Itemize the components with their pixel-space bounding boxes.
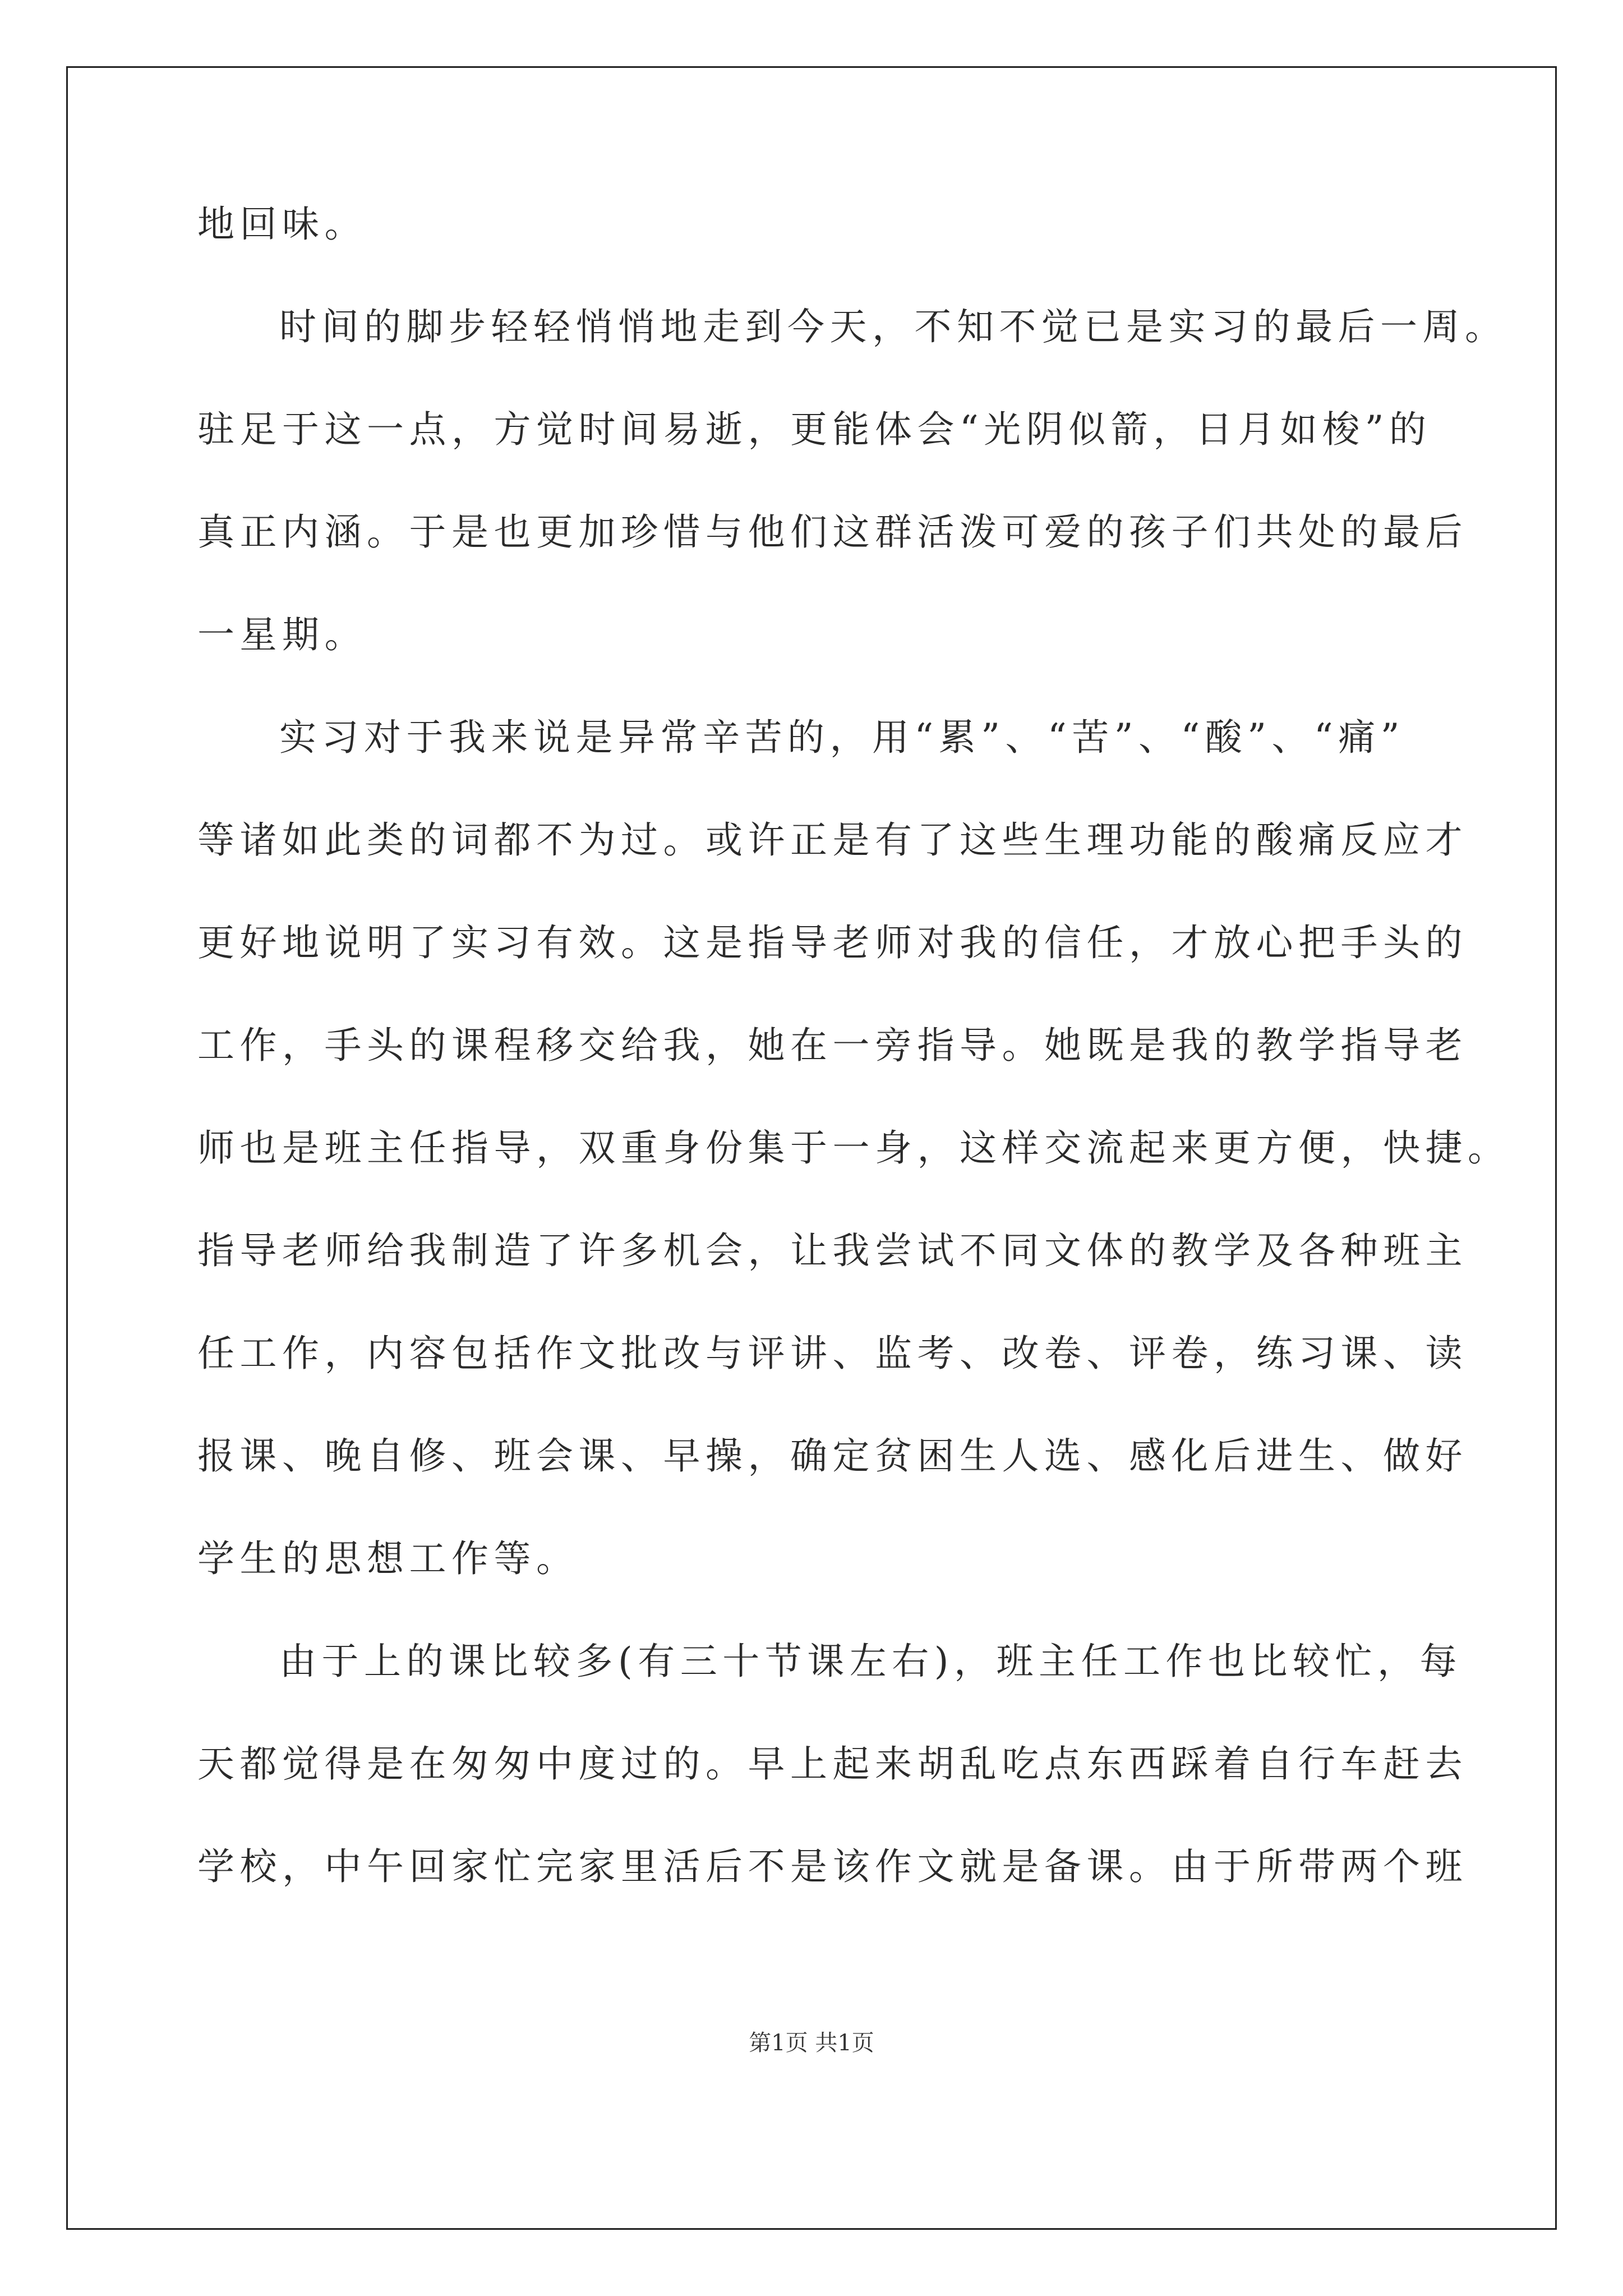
text-line: 师也是班主任指导，双重身份集于一身，这样交流起来更方便，快捷。 [197, 1126, 1510, 1170]
text-line: 任工作，内容包括作文批改与评讲、监考、改卷、评卷，练习课、读 [197, 1332, 1468, 1375]
text-line: 指导老师给我制造了许多机会，让我尝试不同文体的教学及各种班主 [197, 1229, 1468, 1272]
text-line: 实习对于我来说是异常辛苦的，用“累”、“苦”、“酸”、“痛” [279, 716, 1405, 759]
text-line: 时间的脚步轻轻悄悄地走到今天，不知不觉已是实习的最后一周。 [279, 305, 1507, 348]
text-line: 地回味。 [197, 203, 367, 246]
text-line: 由于上的课比较多(有三十节课左右)，班主任工作也比较忙，每 [279, 1640, 1462, 1683]
text-line: 真正内涵。于是也更加珍惜与他们这群活泼可爱的孩子们共处的最后 [197, 510, 1468, 554]
text-line: 驻足于这一点，方觉时间易逝，更能体会“光阴似箭，日月如梭”的 [197, 408, 1432, 451]
page-footer: 第1页 共1页 [749, 2030, 874, 2056]
text-line: 学校，中午回家忙完家里活后不是该作文就是备课。由于所带两个班 [197, 1845, 1468, 1888]
text-line: 等诸如此类的词都不为过。或许正是有了这些生理功能的酸痛反应才 [197, 818, 1468, 862]
text-line: 一星期。 [197, 613, 367, 656]
text-line: 更好地说明了实习有效。这是指导老师对我的信任，才放心把手头的 [197, 921, 1468, 964]
text-line: 报课、晚自修、班会课、早操，确定贫困生人选、感化后进生、做好 [197, 1434, 1468, 1478]
text-line: 学生的思想工作等。 [197, 1537, 579, 1580]
text-line: 工作，手头的课程移交给我，她在一旁指导。她既是我的教学指导老 [197, 1024, 1468, 1067]
text-line: 天都觉得是在匆匆中度过的。早上起来胡乱吃点东西踩着自行车赶去 [197, 1742, 1468, 1786]
